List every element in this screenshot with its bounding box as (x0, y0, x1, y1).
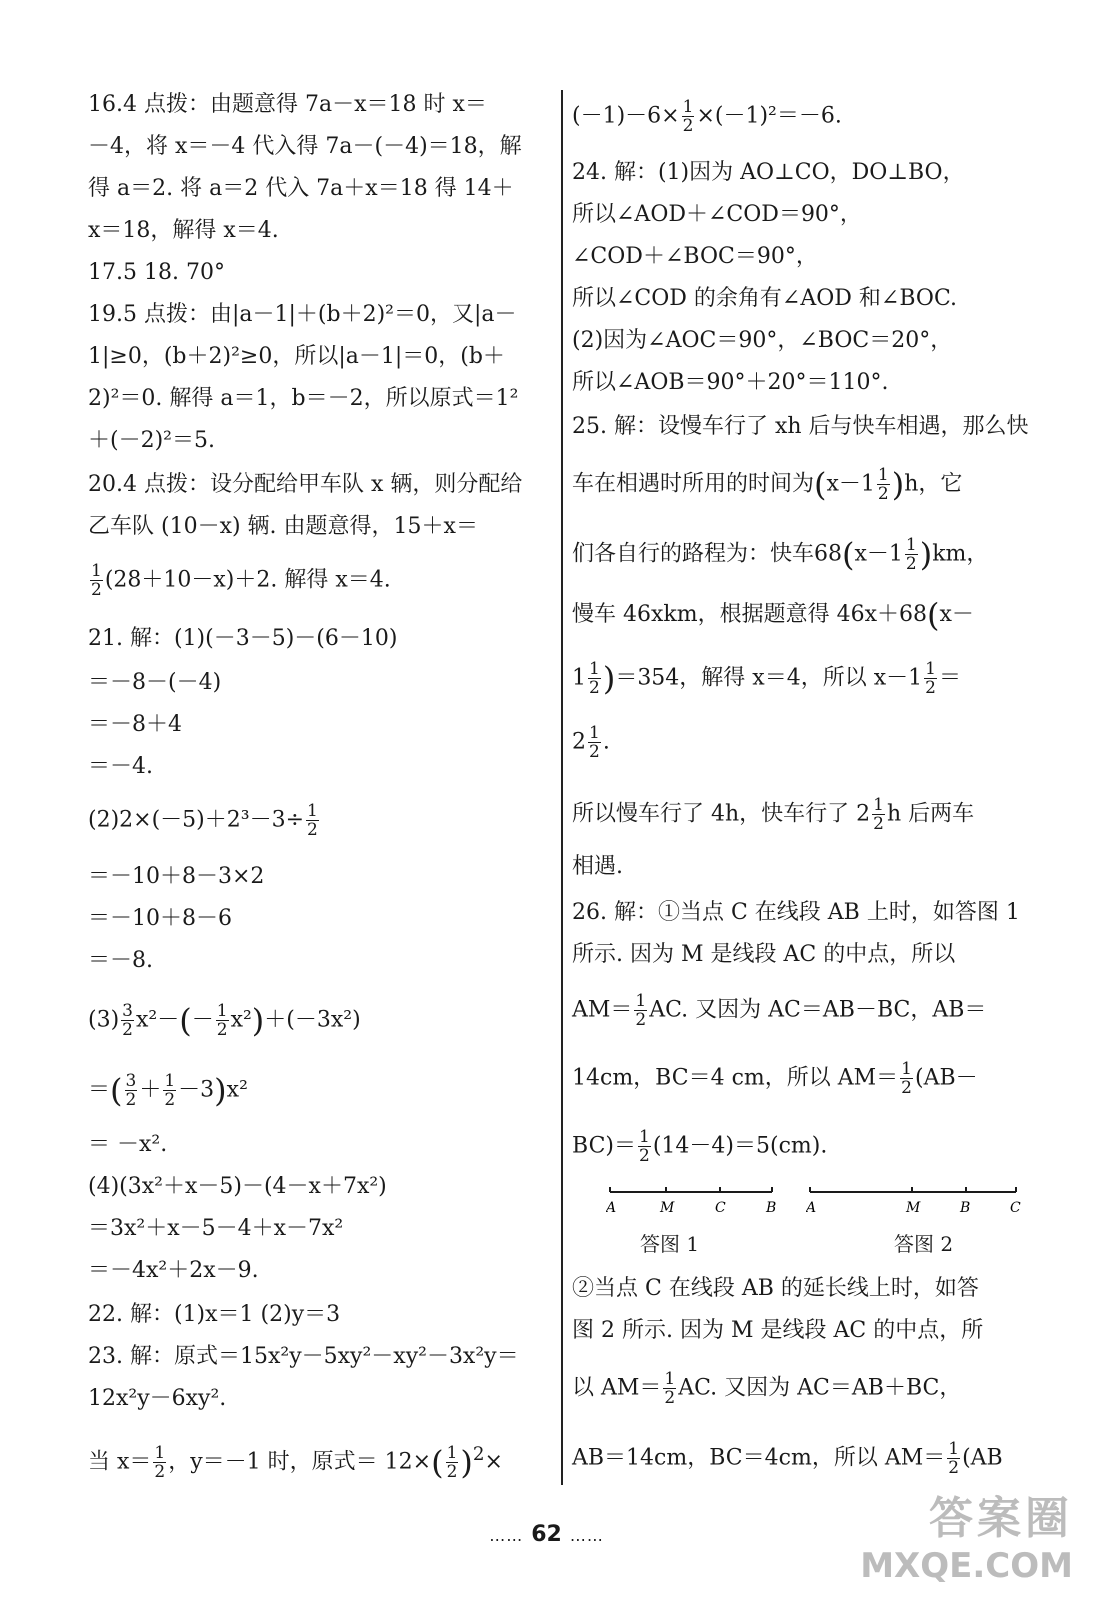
answer-25-line-2: 车在相遇时所用的时间为(x－1 $\frac{1}{2}$ )h，它 (572, 465, 963, 504)
answer-19-line-2: 1|≥0，(b＋2)²≥0，所以|a－1|＝0，(b＋ (88, 344, 505, 369)
fraction-half: $\frac{1}{2}$ (639, 1127, 650, 1166)
fraction-half: $\frac{1}{2}$ (925, 659, 936, 698)
figure-2-caption: 答图 2 (894, 1232, 954, 1256)
answer-21-line-7: ＝－10＋8－6 (88, 906, 232, 931)
answer-24-line-5: (2)因为∠AOC＝90°，∠BOC＝20°， (572, 328, 953, 353)
answer-23-line-2: 12x²y－6xy². (88, 1386, 227, 1411)
answer-19-line-4: ＋(－2)²＝5. (88, 428, 215, 453)
answer-21-part3-step: ＝( $\frac{3}{2}$ ＋ $\frac{1}{2}$ －3)x² (88, 1071, 248, 1110)
answer-20-line-1: 20.4 点拨：设分配给甲车队 x 辆，则分配给 (88, 472, 523, 497)
fraction-half: $\frac{1}{2}$ (216, 1001, 228, 1040)
watermark-url: MXQE.COM (860, 1546, 1073, 1586)
fraction-half: $\frac{1}{2}$ (877, 465, 889, 504)
fraction-half: $\frac{1}{2}$ (589, 659, 600, 698)
fraction-half: $\frac{1}{2}$ (682, 97, 694, 136)
answer-26-line-5: BC)＝ $\frac{1}{2}$ (14－4)＝5(cm). (572, 1127, 828, 1166)
answer-24-line-1: 24. 解：(1)因为 AO⊥CO，DO⊥BO， (572, 160, 965, 185)
answer-21-line-2: ＝－8－(－4) (88, 670, 222, 695)
answer-22: 22. 解：(1)x＝1 (2)y＝3 (88, 1302, 341, 1327)
watermark-text: 答案圈 (929, 1493, 1073, 1544)
point-label: C (715, 1200, 726, 1216)
answer-21-part2: (2)2×(－5)＋2³－3÷ $\frac{1}{2}$ (88, 801, 318, 840)
answer-21-line-3: ＝－8＋4 (88, 712, 182, 737)
answer-25-line-6: 2 $\frac{1}{2}$ . (572, 723, 610, 762)
fraction-half: $\frac{1}{2}$ (901, 1059, 912, 1098)
answer-20-line-3: $\frac{1}{2}$ (28＋10－x)＋2. 解得 x＝4. (91, 561, 391, 600)
answer-21-part4: (4)(3x²＋x－5)－(4－x＋7x²) (88, 1174, 387, 1199)
fraction-half: $\frac{1}{2}$ (307, 801, 318, 840)
answer-21-line-4: ＝－4. (88, 754, 153, 779)
point-label: M (906, 1200, 921, 1216)
footer-dots-right: …… (569, 1526, 604, 1545)
fraction-half: $\frac{1}{2}$ (154, 1442, 166, 1482)
fraction-half: $\frac{1}{2}$ (905, 535, 917, 574)
fraction-three-halves: $\frac{3}{2}$ (125, 1071, 137, 1110)
answer-26-line-2: 所示. 因为 M 是线段 AC 的中点，所以 (572, 942, 956, 967)
answer-25-line-7: 所以慢车行了 4h，快车行了 2 $\frac{1}{2}$ h 后两车 (572, 795, 975, 834)
answer-23-line-1: 23. 解：原式＝15x²y－5xy²－xy²－3x²y＝ (88, 1344, 519, 1369)
answer-21-part4-result: ＝－4x²＋2x－9. (88, 1258, 259, 1283)
answer-21-line-8: ＝－8. (88, 948, 153, 973)
answer-21-part3: (3) $\frac{3}{2}$ x²－(－ $\frac{1}{2}$ x²)＋(－3x²) (88, 1001, 361, 1040)
answer-25-line-1: 25. 解：设慢车行了 xh 后与快车相遇，那么快 (572, 414, 1029, 439)
fraction-half: $\frac{1}{2}$ (873, 795, 884, 834)
column-divider (561, 90, 563, 1485)
answer-26-line-7: 图 2 所示. 因为 M 是线段 AC 的中点，所 (572, 1318, 984, 1343)
answer-26-line-8: 以 AM＝ $\frac{1}{2}$ AC. 又因为 AC＝AB＋BC， (572, 1369, 962, 1408)
page-number: 62 (531, 1522, 562, 1547)
point-label: A (606, 1200, 617, 1216)
figure-1-segment (606, 1182, 776, 1222)
answer-26-line-9: AB＝14cm，BC＝4cm，所以 AM＝ $\frac{1}{2}$ (AB (572, 1439, 1003, 1478)
answer-21-line-1: 21. 解：(1)(－3－5)－(6－10) (88, 626, 398, 651)
answer-25-line-3: 们各自行的路程为：快车68(x－1 $\frac{1}{2}$ )km， (572, 535, 989, 574)
fraction-half: $\frac{1}{2}$ (664, 1369, 676, 1408)
answer-24-line-6: 所以∠AOB＝90°＋20°＝110°. (572, 370, 889, 395)
point-label: B (960, 1200, 971, 1216)
point-label: C (1010, 1200, 1021, 1216)
answer-23-line-3: 当 x＝ $\frac{1}{2}$ ，y＝－1 时，原式＝ 12×( $\frac{1}{2}$ )$^2$× (88, 1442, 503, 1482)
answer-25-line-8: 相遇. (572, 854, 623, 879)
footer-dots-left: …… (489, 1526, 524, 1545)
answer-21-line-6: ＝－10＋8－3×2 (88, 864, 265, 889)
watermark-logo (860, 1482, 1073, 1586)
figure-1-caption: 答图 1 (640, 1232, 700, 1256)
point-label: B (766, 1200, 776, 1216)
fraction-half: $\frac{1}{2}$ (589, 723, 600, 762)
answer-16-line-4: x＝18，解得 x＝4. (88, 218, 279, 243)
answer-17-18: 17.5 18. 70° (88, 260, 225, 285)
fraction-half: $\frac{1}{2}$ (91, 561, 102, 600)
point-label: A (806, 1200, 817, 1216)
answer-23-continued: (－1)－6× $\frac{1}{2}$ ×(－1)²＝－6. (572, 97, 842, 136)
answer-26-line-1: 26. 解：①当点 C 在线段 AB 上时，如答图 1 (572, 900, 1020, 925)
answer-20-line-2: 乙车队 (10－x) 辆. 由题意得，15＋x＝ (88, 514, 478, 539)
answer-16-line-1: 16.4 点拨：由题意得 7a－x＝18 时 x＝ (88, 92, 487, 117)
answer-26-line-4: 14cm，BC＝4 cm，所以 AM＝ $\frac{1}{2}$ (AB－ (572, 1059, 978, 1098)
point-label: M (660, 1200, 675, 1216)
fraction-half: $\frac{1}{2}$ (948, 1439, 960, 1478)
answer-21-part4-step: ＝3x²＋x－5－4＋x－7x² (88, 1216, 344, 1241)
answer-24-line-2: 所以∠AOD＋∠COD＝90°， (572, 202, 862, 227)
answer-19-line-3: 2)²＝0. 解得 a＝1，b＝－2，所以原式＝1² (88, 386, 519, 411)
answer-24-line-3: ∠COD＋∠BOC＝90°， (572, 244, 818, 269)
answer-26-line-3: AM＝ $\frac{1}{2}$ AC. 又因为 AC＝AB－BC，AB＝ (572, 991, 987, 1030)
fraction-three-halves: $\frac{3}{2}$ (122, 1001, 133, 1040)
answer-16-line-2: －4，将 x＝－4 代入得 7a－(－4)＝18，解 (88, 134, 522, 159)
answer-24-line-4: 所以∠COD 的余角有∠AOD 和∠BOC. (572, 286, 958, 311)
answer-16-line-3: 得 a＝2. 将 a＝2 代入 7a＋x＝18 得 14＋ (88, 176, 514, 201)
answer-21-part3-result: ＝ －x². (88, 1132, 168, 1157)
answer-26-line-6: ②当点 C 在线段 AB 的延长线上时，如答 (572, 1276, 979, 1301)
fraction-half: $\frac{1}{2}$ (446, 1442, 458, 1482)
answer-19-line-1: 19.5 点拨：由|a－1|＋(b＋2)²＝0，又|a－ (88, 302, 517, 327)
fraction-half: $\frac{1}{2}$ (635, 991, 647, 1030)
answer-25-line-4: 慢车 46xkm，根据题意得 46x＋68(x－ (572, 596, 974, 634)
figure-2-segment (806, 1182, 1026, 1222)
fraction-half: $\frac{1}{2}$ (164, 1071, 176, 1110)
answer-25-line-5: 1 $\frac{1}{2}$ )＝354，解得 x＝4，所以 x－1 $\frac{1}{2}$ ＝ (572, 659, 961, 698)
